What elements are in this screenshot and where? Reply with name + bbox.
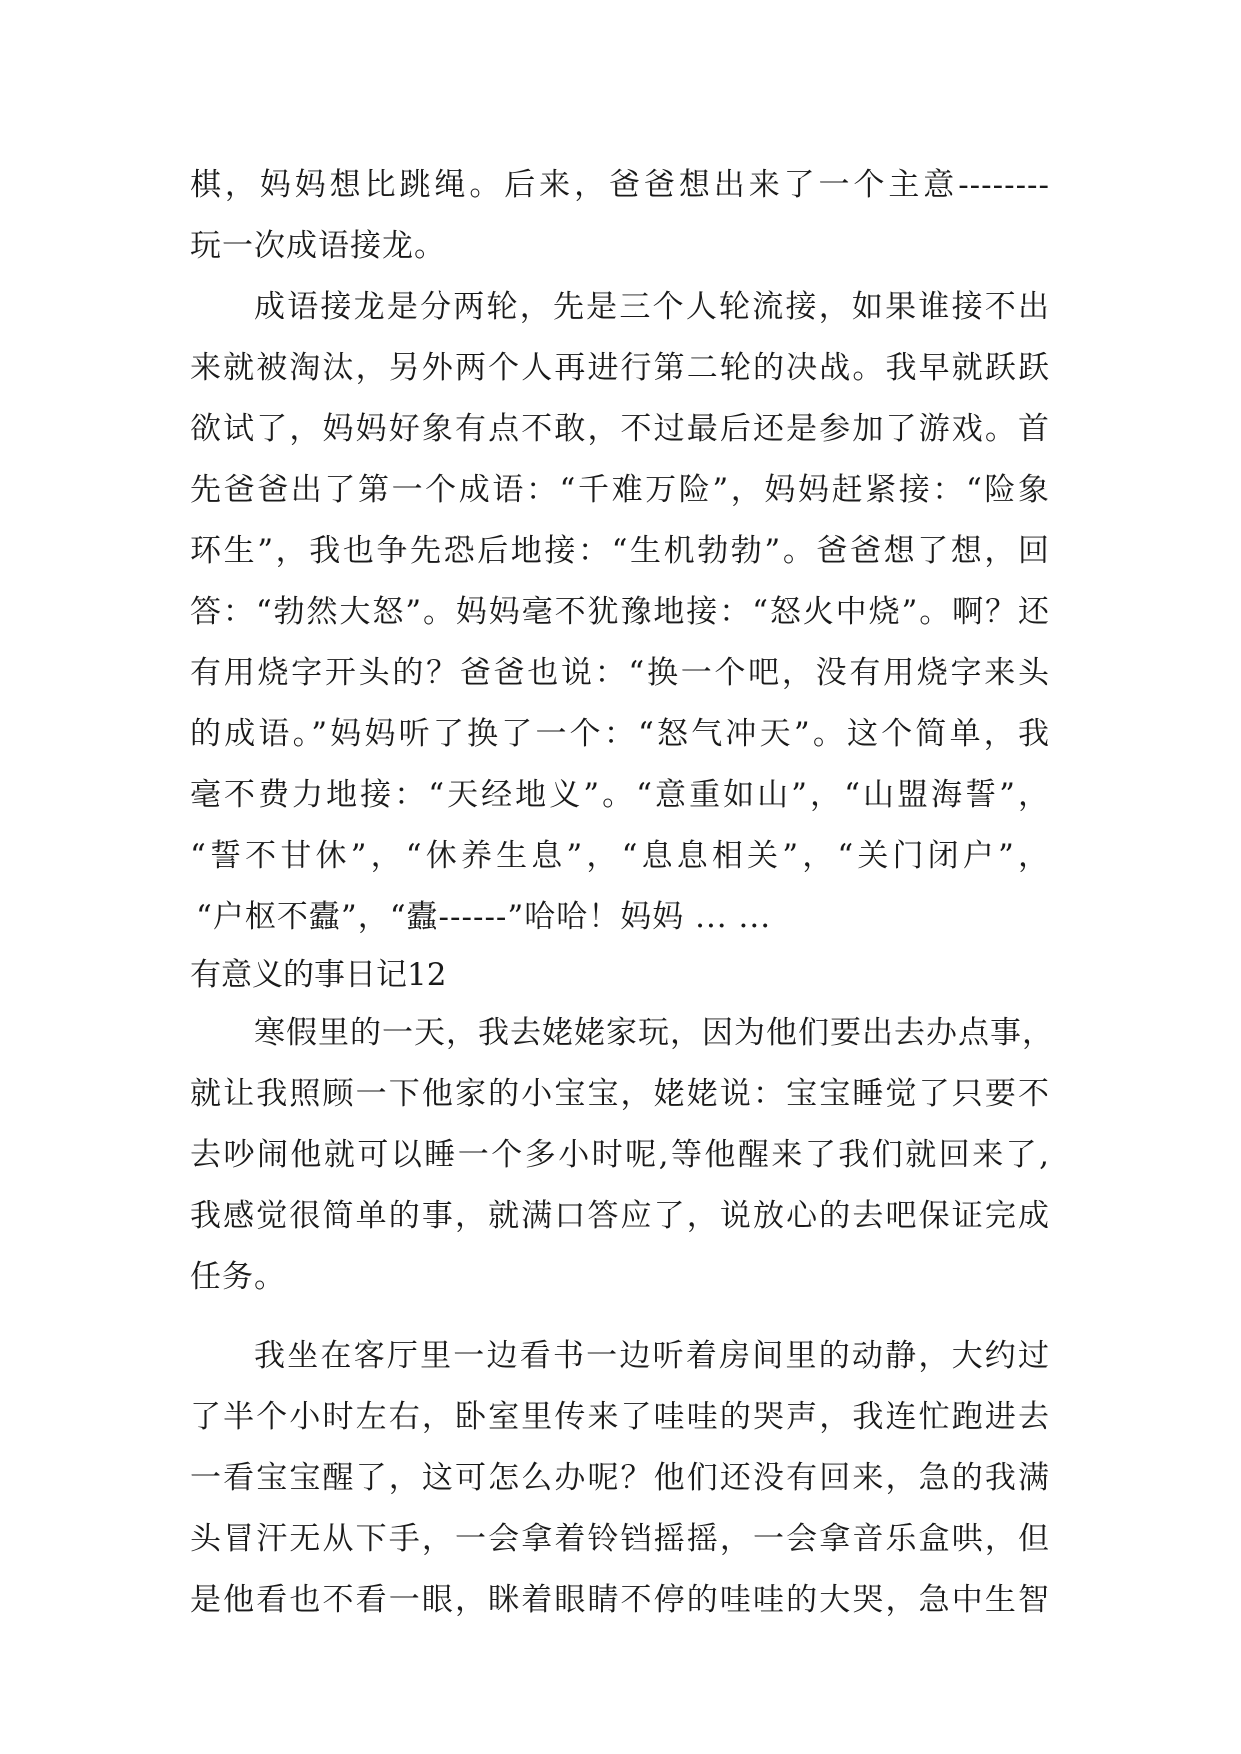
document-body — [190, 155, 1054, 1631]
paragraph-3 — [190, 1003, 1054, 1308]
text-line: 去吵闹他就可以睡一个多小时呢,等他醒来了我们就回来了, — [190, 1137, 1050, 1173]
text-line: 毫不费力地接：“天经地义”。“意重如山”，“山盟海誓”， — [190, 777, 1050, 813]
text-line: “户枢不蠹”，“蠹------”哈哈！妈妈 ... ... — [196, 899, 772, 935]
text-line: 先爸爸出了第一个成语：“千难万险”，妈妈赶紧接：“险象 — [190, 472, 1050, 508]
text-line: 任务。 — [190, 1259, 286, 1295]
text-line: 成语接龙是分两轮，先是三个人轮流接，如果谁接不出 — [254, 289, 1050, 325]
text-line: 的成语。”妈妈听了换了一个：“怒气冲天”。这个简单，我 — [190, 716, 1050, 752]
text-line: 头冒汗无从下手，一会拿着铃铛摇摇，一会拿音乐盒哄，但 — [190, 1521, 1050, 1557]
text-line: 就让我照顾一下他家的小宝宝，姥姥说：宝宝睡觉了只要不 — [190, 1076, 1050, 1112]
text-line: 欲试了，妈妈好象有点不敢，不过最后还是参加了游戏。首 — [190, 411, 1050, 447]
text-line: 有用烧字开头的？爸爸也说：“换一个吧，没有用烧字来头 — [190, 655, 1050, 691]
text-line: 我坐在客厅里一边看书一边听着房间里的动静，大约过 — [254, 1338, 1050, 1374]
section-heading: 有意义的事日记12 — [190, 957, 447, 993]
text-line: 环生”，我也争先恐后地接：“生机勃勃”。爸爸想了想，回 — [190, 533, 1050, 569]
paragraph-1 — [190, 155, 1050, 277]
text-line: 是他看也不看一眼，眯着眼睛不停的哇哇的大哭，急中生智 — [190, 1582, 1050, 1618]
text-line: 了半个小时左右，卧室里传来了哇哇的哭声，我连忙跑进去 — [190, 1399, 1050, 1435]
text-line: “誓不甘休”，“休养生息”，“息息相关”，“关门闭户”， — [190, 838, 1050, 874]
text-line: 寒假里的一天，我去姥姥家玩，因为他们要出去办点事， — [254, 1015, 1054, 1051]
text-line: 玩一次成语接龙。 — [190, 228, 446, 264]
text-line: 答：“勃然大怒”。妈妈毫不犹豫地接：“怒火中烧”。啊？还 — [190, 594, 1050, 630]
text-line: 我感觉很简单的事，就满口答应了，说放心的去吧保证完成 — [190, 1198, 1050, 1234]
paragraph-4 — [190, 1326, 1050, 1631]
text-line: 棋，妈妈想比跳绳。后来，爸爸想出来了一个主意-------- — [190, 167, 1050, 203]
text-line: 一看宝宝醒了，这可怎么办呢？他们还没有回来，急的我满 — [190, 1460, 1050, 1496]
text-line: 来就被淘汰，另外两个人再进行第二轮的决战。我早就跃跃 — [190, 350, 1050, 386]
paragraph-2 — [190, 277, 1050, 948]
